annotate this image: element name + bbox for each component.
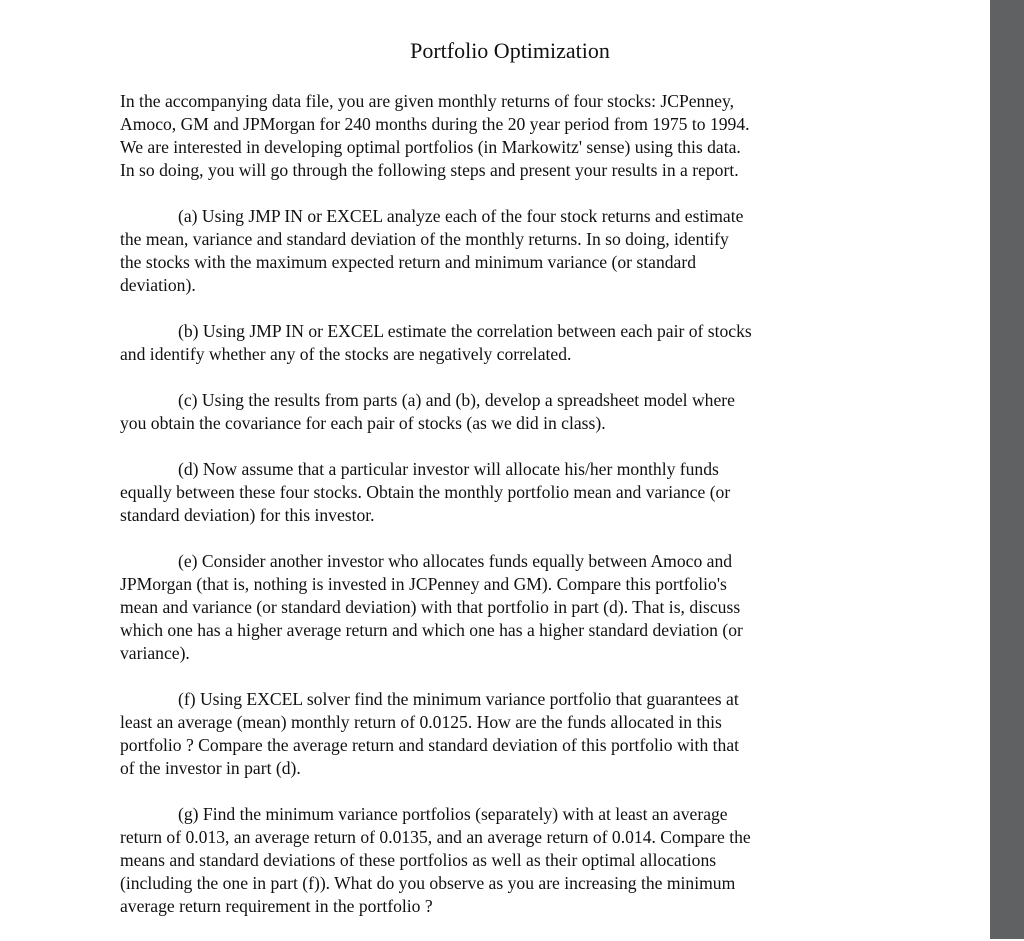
question-c: (c) Using the results from parts (a) and (b), develop a spreadsheet model where you obtain the covariance for each pair of stocks (as we did in class). (120, 390, 735, 433)
question-b: (b) Using JMP IN or EXCEL estimate the correlation between each pair of stocks and identify whether any of the stocks are negatively correlated. (120, 321, 752, 364)
question-d: (d) Now assume that a particular investor will allocate his/her monthly funds equally between these four stocks. Obtain the monthly portfolio mean and variance (or standard deviation) for this investor. (120, 459, 731, 525)
document-body (120, 90, 860, 941)
intro-paragraph: In the accompanying data file, you are given monthly returns of four stocks: JCPenney, Amoco, GM and JPMorgan for 240 months during the 20 year period from 1975 to 1994. We are interested in developing optimal portfolios (in Markowitz' sense) using this data. In so doing, you will go through the following steps and present your results in a report. (120, 91, 750, 180)
question-a: (a) Using JMP IN or EXCEL analyze each of the four stock returns and estimate the mean, variance and standard deviation of the monthly returns. In so doing, identify the stocks with the maximum expected return and minimum variance (or standard deviation). (120, 206, 744, 295)
vertical-scrollbar[interactable] (990, 0, 1024, 939)
question-e: (e) Consider another investor who allocates funds equally between Amoco and JPMorgan (that is, nothing is invested in JCPenney and GM). Compare this portfolio's mean and variance (or standard deviation) with that portfolio in part (d). That is, discuss which one has a higher average return and which one has a higher standard deviation (or variance). (120, 551, 743, 663)
page-title: Portfolio Optimization (410, 38, 610, 63)
question-g: (g) Find the minimum variance portfolios (separately) with at least an average return of 0.013, an average return of 0.0135, and an average return of 0.014. Compare the means and standard deviations of these portfolios as well as their optimal allocations (including the one in part (f)). What do you observe as you are increasing the minimum average return requirement in the portfolio ? (120, 804, 751, 916)
question-f: (f) Using EXCEL solver find the minimum variance portfolio that guarantees at least an average (mean) monthly return of 0.0125. How are the funds allocated in this portfolio ? Compare the average return and standard deviation of this portfolio with that of the investor in part (d). (120, 689, 740, 778)
